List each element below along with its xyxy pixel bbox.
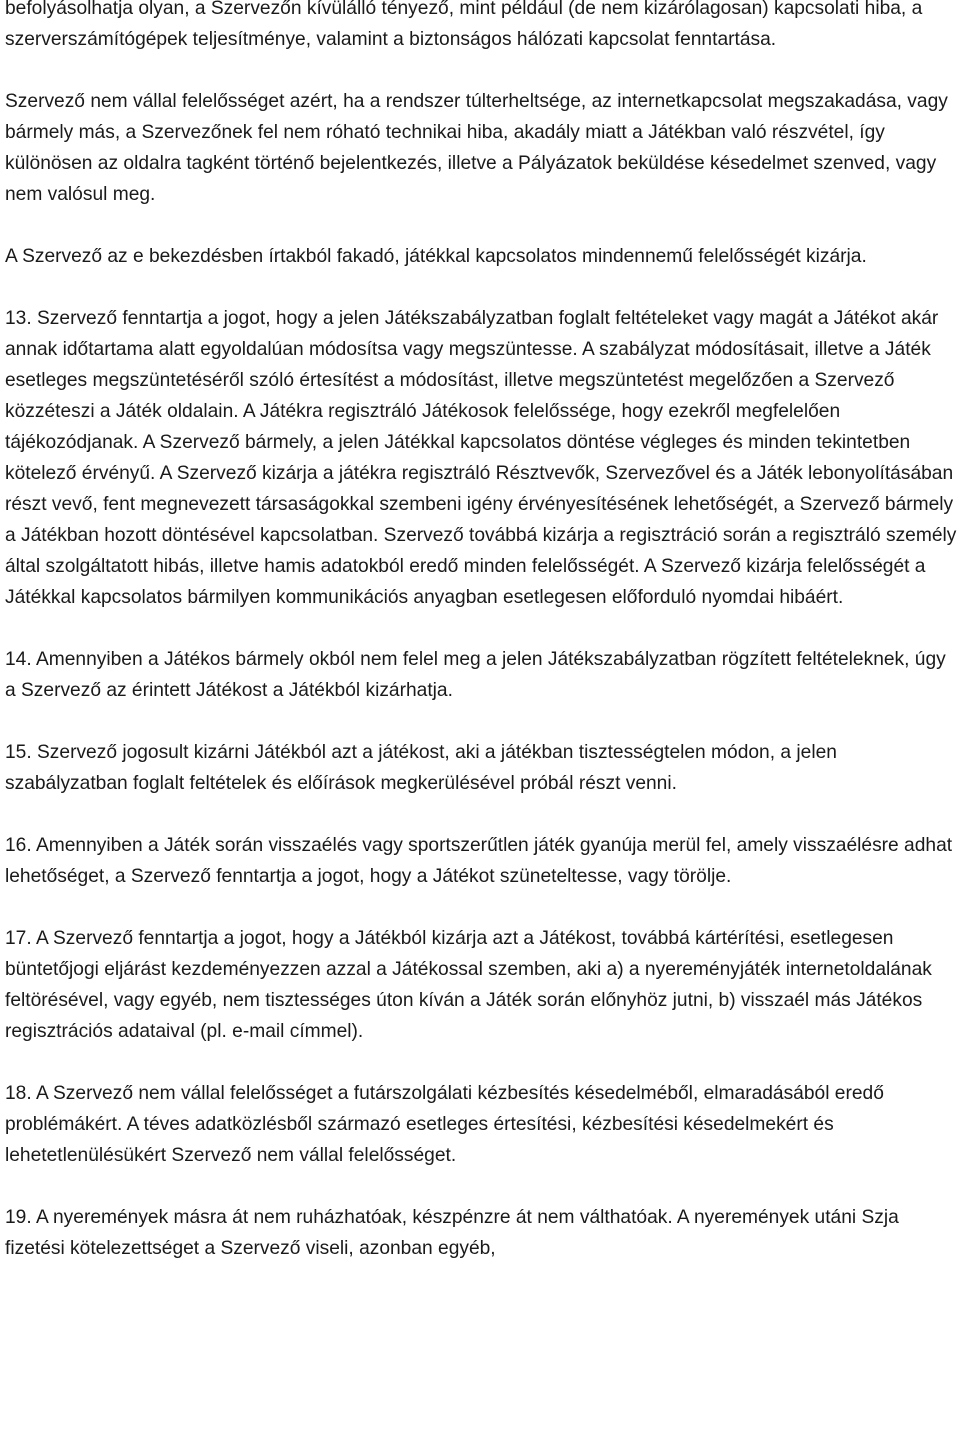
paragraph-spacer: [5, 1047, 957, 1078]
paragraph-spacer: [5, 799, 957, 830]
paragraph-liability-exclusion: A Szervező az e bekezdésben írtakból fakadó, játékkal kapcsolatos mindennemű felelősségét kizárja.: [5, 246, 867, 267]
paragraph-section-15: 15. Szervező jogosult kizárni Játékból azt a játékost, aki a játékban tisztességtelen módon, a jelen szabályzatban foglalt feltételek és előírások megkerülésével próbál részt venni.: [5, 742, 837, 794]
paragraph-section-18: 18. A Szervező nem vállal felelősséget a futárszolgálati kézbesítés késedelméből, elmaradásából eredő problémákért. A téves adatközlésből származó esetleges értesítési, kézbesítési késedelmekért és lehetetlenülésükért Szervező nem vállal felelősséget.: [5, 1083, 884, 1166]
paragraph-section-17: 17. A Szervező fenntartja a jogot, hogy a Játékból kizárja azt a Játékost, továbbá kártérítési, esetlegesen büntetőjogi eljárást kezdeményezzen azzal a Játékossal szemben, aki a) a nyereményjáték internetoldalának feltörésével, vagy egyéb, nem tisztességes úton kíván a Játék során előnyhöz jutni, b) visszaél más Játékos regisztrációs adataival (pl. e-mail címmel).: [5, 928, 932, 1042]
paragraph-section-16: 16. Amennyiben a Játék során visszaélés vagy sportszerűtlen játék gyanúja merül fel, amely visszaélésre adhat lehetőséget, a Szervező fenntartja a jogot, hogy a Játékot szüneteltesse, vagy törölje.: [5, 835, 953, 887]
document-page: [5, 0, 957, 1264]
paragraph-spacer: [5, 1171, 957, 1202]
paragraph-spacer: [5, 613, 957, 644]
paragraph-spacer: [5, 706, 957, 737]
paragraph-spacer: [5, 210, 957, 241]
paragraph-spacer: [5, 892, 957, 923]
paragraph-liability-technical: Szervező nem vállal felelősséget azért, ha a rendszer túlterheltsége, az internetkapcsolat megszakadása, vagy bármely más, a Szervezőnek fel nem róható technikai hiba, akadály miatt a Játékban való részvétel, így különösen az oldalra tagként történő bejelentkezés, illetve a Pályázatok beküldése késedelmet szenved, vagy nem valósul meg.: [5, 91, 948, 205]
paragraph-section-19: 19. A nyeremények másra át nem ruházhatóak, készpénzre át nem válthatóak. A nyeremények utáni Szja fizetési kötelezettséget a Szervező viseli, azonban egyéb,: [5, 1207, 899, 1259]
paragraph-section-13: 13. Szervező fenntartja a jogot, hogy a jelen Játékszabályzatban foglalt feltételeket vagy magát a Játékot akár annak időtartama alatt egyoldalúan módosítsa vagy megszüntesse. A szabályzat módosításait, illetve a Játék esetleges megszüntetéséről szóló értesítést a módosítást, illetve megszüntetést megelőzően a Szervező közzéteszi a Játék oldalain. A Játékra regisztráló Játékosok felelőssége, hogy ezekről megfelelően tájékozódjanak. A Szervező bármely, a jelen Játékkal kapcsolatos döntése végleges és minden tekintetben kötelező érvényű. A Szervező kizárja a játékra regisztráló Résztvevők, Szervezővel és a Játék lebonyolításában részt vevő, fent megnevezett társaságokkal szembeni igény érvényesítésének lehetőségét, a Szervező bármely a Játékban hozott döntésével kapcsolatban. Szervező továbbá kizárja a regisztráció során a regisztráló személy által szolgáltatott hibás, illetve hamis adatokból eredő minden felelősségét. A Szervező kizárja felelősségét a Játékkal kapcsolatos bármilyen kommunikációs anyagban esetlegesen előforduló nyomdai hibáért.: [5, 308, 957, 608]
paragraph-intro-continuation: befolyásolhatja olyan, a Szervezőn kívülálló tényező, mint például (de nem kizárólagosan) kapcsolati hiba, a szerverszámítógépek teljesítménye, valamint a biztonságos hálózati kapcsolat fenntartása.: [5, 0, 923, 50]
paragraph-section-14: 14. Amennyiben a Játékos bármely okból nem felel meg a jelen Játékszabályzatban rögzített feltételeknek, úgy a Szervező az érintett Játékost a Játékból kizárhatja.: [5, 649, 946, 701]
paragraph-spacer: [5, 55, 957, 86]
paragraph-spacer: [5, 272, 957, 303]
